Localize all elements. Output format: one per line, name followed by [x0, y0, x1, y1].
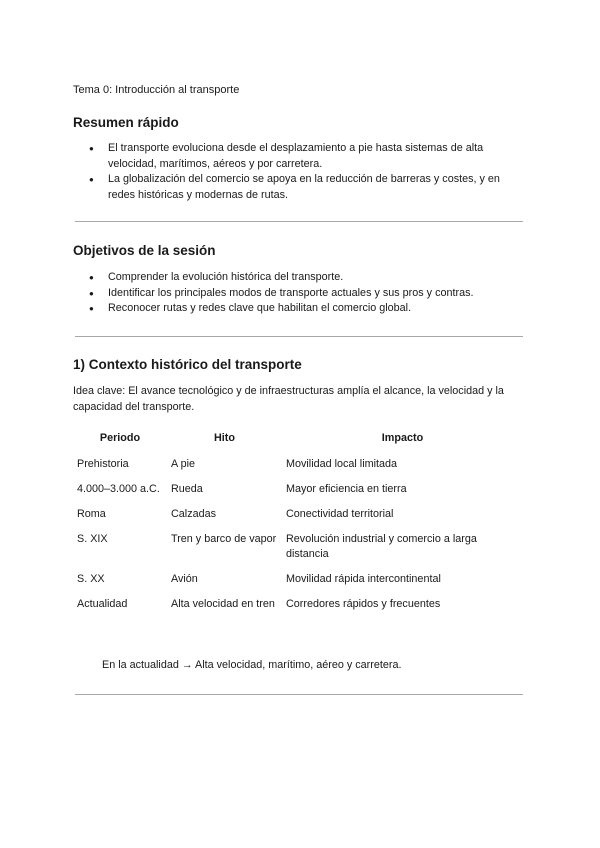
summary-list [73, 141, 523, 203]
cell-impacto: Mayor eficiencia en tierra [286, 483, 407, 495]
key-idea-paragraph: Idea clave: El avance tecnológico y de infraestructuras amplía el alcance, la velocidad y la capacidad del transporte. [73, 385, 504, 413]
objectives-bullet: ● Comprender la evolución histórica del transporte. [73, 270, 523, 286]
section1-heading: 1) Contexto histórico del transporte [73, 357, 302, 372]
table-row [73, 453, 523, 478]
cell-hito: Tren y barco de vapor [171, 533, 277, 545]
objectives-bullet: ● Identificar los principales modos de transporte actuales y sus pros y contras. [73, 286, 523, 302]
objectives-list [73, 270, 523, 317]
cell-periodo: S. XX [77, 573, 105, 585]
cell-impacto: Movilidad rápida intercontinental [286, 573, 441, 585]
table-row [73, 528, 523, 568]
cell-periodo: Actualidad [77, 598, 128, 610]
table-row [73, 503, 523, 528]
document-title: Tema 0: Introducción al transporte [73, 84, 240, 96]
column-header-impacto: Impacto [381, 432, 424, 444]
table-row [73, 568, 523, 593]
cell-impacto: Movilidad local limitada [286, 458, 398, 470]
summary-bullet: ● La globalización del comercio se apoya en la reducción de barreras y costes, y en redes históricas y modernas de rutas. [73, 172, 523, 203]
cell-hito: Rueda [171, 483, 203, 495]
cell-hito: Avión [171, 573, 198, 585]
current-modes-note: En la actualidad → Alta velocidad, marítimo, aéreo y carretera. [102, 659, 402, 671]
section-divider [75, 221, 523, 222]
table-row [73, 593, 523, 618]
cell-periodo: S. XIX [77, 533, 108, 545]
cell-impacto: Corredores rápidos y frecuentes [286, 598, 441, 610]
cell-impacto: Revolución industrial y comercio a larga distancia [286, 533, 477, 560]
cell-hito: A pie [171, 458, 196, 470]
column-header-hito: Hito [214, 432, 235, 444]
column-header-periodo: Periodo [99, 432, 141, 444]
objectives-heading: Objetivos de la sesión [73, 243, 216, 258]
cell-periodo: 4.000–3.000 a.C. [77, 483, 160, 495]
summary-heading: Resumen rápido [73, 115, 179, 130]
cell-hito: Alta velocidad en tren [171, 598, 275, 610]
objectives-bullet: ● Reconocer rutas y redes clave que habilitan el comercio global. [73, 301, 523, 317]
table-row [73, 478, 523, 503]
summary-bullet: ● El transporte evoluciona desde el desplazamiento a pie hasta sistemas de alta velocidad, marítimos, aéreos y por carretera. [73, 141, 523, 172]
cell-hito: Calzadas [171, 508, 217, 520]
section-divider [75, 694, 523, 695]
table-header-row [73, 428, 523, 453]
history-table [73, 428, 523, 618]
cell-periodo: Roma [77, 508, 106, 520]
cell-periodo: Prehistoria [77, 458, 129, 470]
section-divider [75, 336, 523, 337]
cell-impacto: Conectividad territorial [286, 508, 394, 520]
